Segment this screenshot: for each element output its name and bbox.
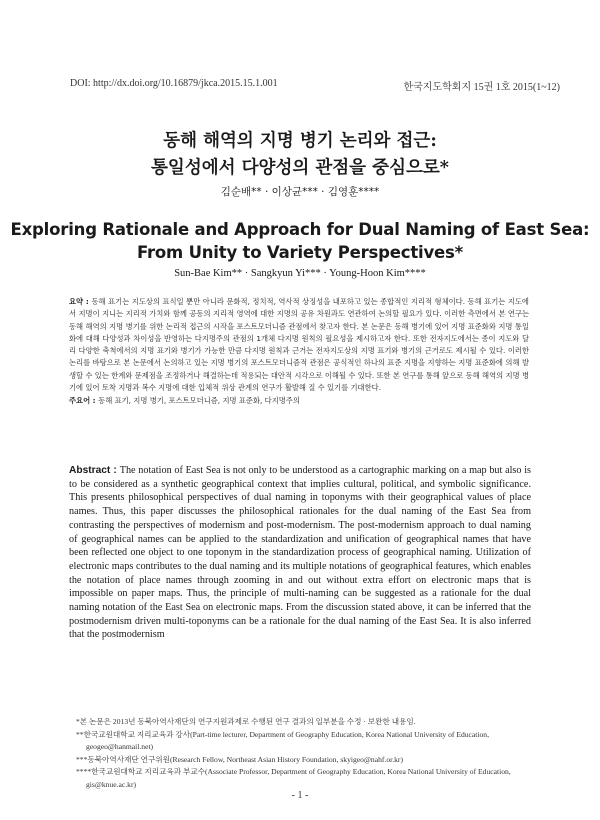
footnotes [76, 716, 536, 791]
english-abstract-label: Abstract : [69, 465, 120, 476]
english-abstract-text: The notation of East Sea is not only to be understood as a cartographic marking on a map but also is to be considered as a synthetic geographical context that implies cultural, political, and symbolic significance. This presents philosophical perspectives of dual naming in toponyms with their geographical values of place names. Thus, this paper discusses the philosophical rationales for the dual naming of the East Sea from contrasting the perspectives of modernism and post-modernism. The post-modernism approach to dual naming of geographical names can be applied to the standardization and unification of geographical names that have been reflected one object to one toponym in the standardization process of geographical naming. Utilization of electronic maps contributes to the dual naming and its multiple notations of geographical features, which enables the notation of place names through zooming in and out without extra effort on electronic maps that is impossible on paper maps. Thus, the principle of multi-naming can be suggested as a rationale for the dual naming notation of the East Sea on electronic maps. From the discussion stated above, it can be inferred that the postmodernism driven multi-toponyms can be a rationale for the dual naming of the East Sea. It is also inferred that the postmodernism [69, 465, 531, 641]
english-title-line2: From Unity to Variety Perspectives* [136, 243, 464, 262]
korean-abstract-body [69, 296, 529, 394]
footnote-author3: ****한국교원대학교 지리교육과 부교수(Associate Professor, Department of Geography Education, Korea National University of Education, gis@knue.ac.kr) [76, 767, 511, 789]
footnote-funding: *본 논문은 2013년 동북아역사재단의 연구지원과제로 수행된 연구 결과의 일부분을 수정 · 보완한 내용임. [76, 717, 416, 726]
english-title-line1: Exploring Rationale and Approach for Dual Naming of East Sea: [10, 220, 590, 239]
english-authors: Sun-Bae Kim** · Sangkyun Yi*** · Young-Hoon Kim**** [174, 268, 426, 279]
korean-title-line2: 통일성에서 다양성의 관점을 중심으로* [151, 158, 449, 178]
english-abstract [69, 464, 531, 642]
footnote-author2: ***동북아역사재단 연구위원(Research Fellow, Northeast Asian History Foundation, skyigeo@nahf.or.kr) [76, 754, 403, 764]
korean-keywords-label: 주요어 : [69, 396, 99, 406]
korean-abstract-text: 동해 표기는 지도상의 표식일 뿐만 아니라 문화적, 정치적, 역사적 상징성을 내포하고 있는 종합적인 지리적 형체이다. 동해 표기는 지도에서 지명이 지니는 지리적 가치와 함께 공동의 지리적 영역에 대한 지명의 공유 차원과도 연관하여 논의할 필요가 있다. 이러한 측면에서 본 연구는 동해 해역의 지명 병기를 위한 논리적 접근의 시작을 포스트모더니즘 관점에서 찾고자 한다. 본 논문은 동해 병기에 있어 지명 표준화와 지명 통일화에 대해 다양성과 차이성을 반영하는 다지명주의 관점의 1개체 다지명 원칙의 필요성을 제시하고자 한다. 또한 전자지도에서는 종이 지도와 달리 다양한 축척에서의 지명 표기와 병기가 가능한 만큼 다지명 원칙과 근거는 전자지도상의 지명 표기와 병기의 근거로도 제시될 수 있다. 이러한 논리를 바탕으로 본 논문에서 논의하고 있는 지명 병기의 포스트모더니즘적 관점은 공식적인 하나의 표준 지명을 지향하는 지명 표준화에 의해 발생할 수 있는 한계와 문제점을 조정하거나 해결하는데 적용되는 대안적 시각으로 이해될 수 있다. 또한 본 연구를 통해 앞으로 동해 해역의 지명 병기에 있어 토착 지명과 복수 지명에 대한 입체적 위상 관계의 연구가 활발해 질 수 있기를 기대한다. [69, 297, 529, 393]
footnote-author1: **한국교원대학교 지리교육과 강사(Part-time lecturer, Department of Geography Education, Korea National University of Education, geogeo@hanmail.net) [76, 729, 489, 751]
english-title [0, 218, 600, 264]
korean-abstract-label: 요약 : [69, 297, 92, 306]
journal-info: 한국지도학회지 15권 1호 2015(1~12) [403, 82, 560, 93]
doi-link[interactable]: DOI: http://dx.doi.org/10.16879/jkca.2015.15.1.001 [70, 78, 278, 89]
korean-abstract [69, 296, 529, 408]
page-number: - 1 - [291, 790, 309, 801]
korean-authors: 김순배** · 이상균*** · 김영훈**** [220, 186, 380, 198]
korean-title [0, 128, 600, 182]
korean-keywords [69, 395, 529, 407]
korean-keywords-text: 동해 표기, 지명 병기, 포스트모더니즘, 지명 표준화, 다지명주의 [98, 396, 300, 406]
korean-title-line1: 동해 해역의 지명 병기 논리와 접근: [163, 131, 437, 151]
